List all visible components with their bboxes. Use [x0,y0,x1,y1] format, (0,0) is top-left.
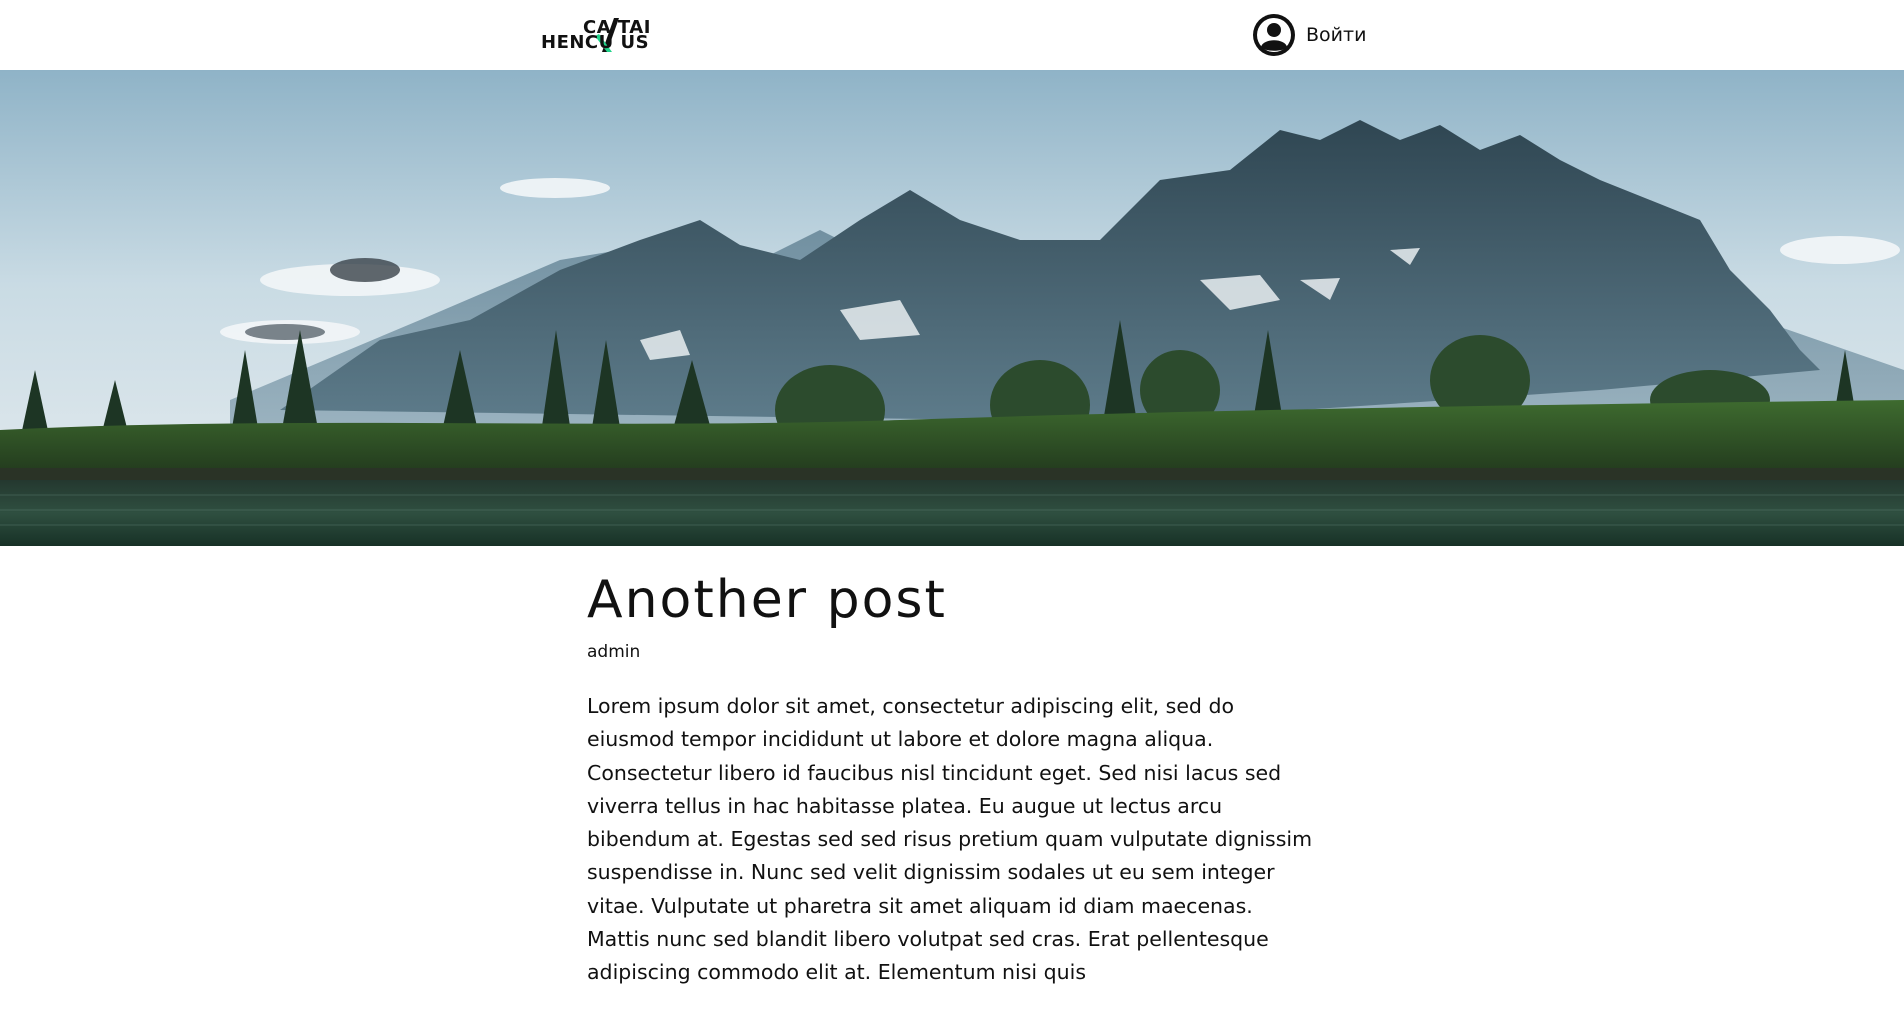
hero-image [0,70,1904,546]
site-logo[interactable] [541,17,663,53]
user-circle-icon [1253,14,1295,56]
post-title: Another post [587,570,947,630]
logo-text-top: CA TAI [583,17,651,38]
post-article [587,568,1317,1010]
post-body: Lorem ipsum dolor sit amet, consectetur adipiscing elit, sed do eiusmod tempor incididunt ut labore et dolore magna aliqua. Consectetur libero id faucibus nisl tincidunt eget. Sed nisi lacus sed viverra tellus in hac habitasse platea. Eu augue ut lectus arcu bibendum at. Egestas sed sed risus pretium quam vulputate dignissim suspendisse in. Nunc sed velit dignissim sodales ut eu sem integer vitae. Vulputate ut pharetra sit amet aliquam id diam maecenas. Mattis nunc sed blandit libero volutpat sed cras. Erat pellentesque adipiscing commodo elit at. Elementum nisi quis [587,694,1313,985]
post-author[interactable]: admin [587,642,641,662]
site-header [0,0,1904,70]
login-button[interactable] [1253,14,1366,56]
login-label: Войти [1306,24,1367,46]
mountain-lake-illustration [0,70,1904,546]
logo-text-bottom: HENCU US [541,32,650,53]
